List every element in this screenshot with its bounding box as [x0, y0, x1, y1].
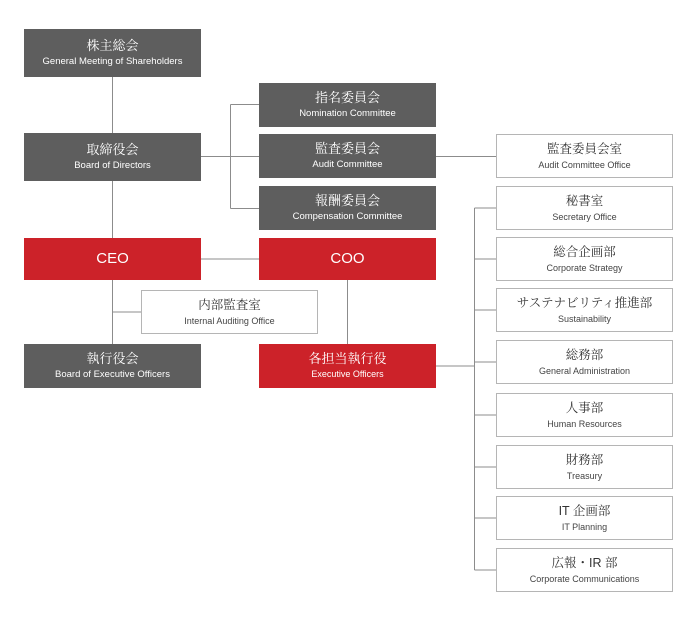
node-audit-committee[interactable] [259, 134, 436, 178]
node-shareholders-jp: 株主総会 [86, 37, 139, 53]
node-audit-committee-office-en: Audit Committee Office [538, 159, 631, 170]
node-corporate-strategy-jp: 総合企画部 [553, 245, 616, 260]
node-compensation-committee-en: Compensation Committee [292, 210, 403, 222]
node-corporate-strategy-en: Corporate Strategy [546, 262, 623, 273]
node-executive-officers-jp: 各担当執行役 [308, 351, 387, 367]
node-ceo-jp: CEO [96, 250, 129, 268]
node-board-of-executive-officers[interactable] [24, 344, 201, 388]
node-board-of-directors-en: Board of Directors [74, 159, 151, 171]
node-corporate-communications-en: Corporate Communications [529, 573, 640, 584]
node-nomination-committee[interactable] [259, 83, 436, 127]
node-board-of-directors[interactable] [24, 133, 201, 181]
node-nomination-committee-jp: 指名委員会 [314, 89, 380, 105]
node-internal-auditing-office[interactable] [141, 290, 318, 334]
node-it-planning-jp: IT 企画部 [558, 504, 611, 519]
node-it-planning[interactable] [496, 496, 673, 540]
node-audit-committee-jp: 監査委員会 [314, 140, 380, 156]
node-internal-auditing-office-jp: 内部監査室 [198, 298, 261, 313]
node-it-planning-en: IT Planning [561, 521, 608, 532]
node-corporate-strategy[interactable] [496, 237, 673, 281]
node-audit-committee-office[interactable] [496, 134, 673, 178]
node-corporate-communications[interactable] [496, 548, 673, 592]
node-sustainability-jp: サステナビリティ推進部 [516, 296, 653, 311]
node-board-of-executive-officers-jp: 執行役会 [86, 350, 139, 366]
node-coo[interactable] [259, 238, 436, 280]
node-human-resources-jp: 人事部 [565, 401, 604, 416]
node-compensation-committee[interactable] [259, 186, 436, 230]
node-treasury-jp: 財務部 [565, 453, 604, 468]
node-human-resources-en: Human Resources [547, 418, 622, 429]
node-board-of-executive-officers-en: Board of Executive Officers [55, 368, 170, 380]
node-ceo[interactable] [24, 238, 201, 280]
node-internal-auditing-office-en: Internal Auditing Office [184, 315, 275, 326]
node-secretary-office[interactable] [496, 186, 673, 230]
node-general-administration-en: General Administration [538, 365, 631, 376]
node-treasury-en: Treasury [566, 470, 603, 481]
node-human-resources[interactable] [496, 393, 673, 437]
node-coo-jp: COO [330, 250, 365, 268]
node-nomination-committee-en: Nomination Committee [299, 107, 396, 119]
node-sustainability-en: Sustainability [557, 313, 612, 324]
node-shareholders[interactable] [24, 29, 201, 77]
node-executive-officers[interactable] [259, 344, 436, 388]
node-sustainability[interactable] [496, 288, 673, 332]
node-board-of-directors-jp: 取締役会 [86, 141, 139, 157]
node-general-administration[interactable] [496, 340, 673, 384]
node-corporate-communications-jp: 広報・IR 部 [551, 556, 618, 571]
node-secretary-office-en: Secretary Office [552, 211, 617, 222]
node-treasury[interactable] [496, 445, 673, 489]
node-executive-officers-en: Executive Officers [311, 369, 384, 380]
node-audit-committee-en: Audit Committee [312, 158, 383, 170]
node-compensation-committee-jp: 報酬委員会 [314, 192, 380, 208]
node-secretary-office-jp: 秘書室 [565, 194, 604, 209]
node-shareholders-en: General Meeting of Shareholders [42, 55, 183, 67]
node-audit-committee-office-jp: 監査委員会室 [546, 142, 622, 157]
node-general-administration-jp: 総務部 [565, 348, 604, 363]
